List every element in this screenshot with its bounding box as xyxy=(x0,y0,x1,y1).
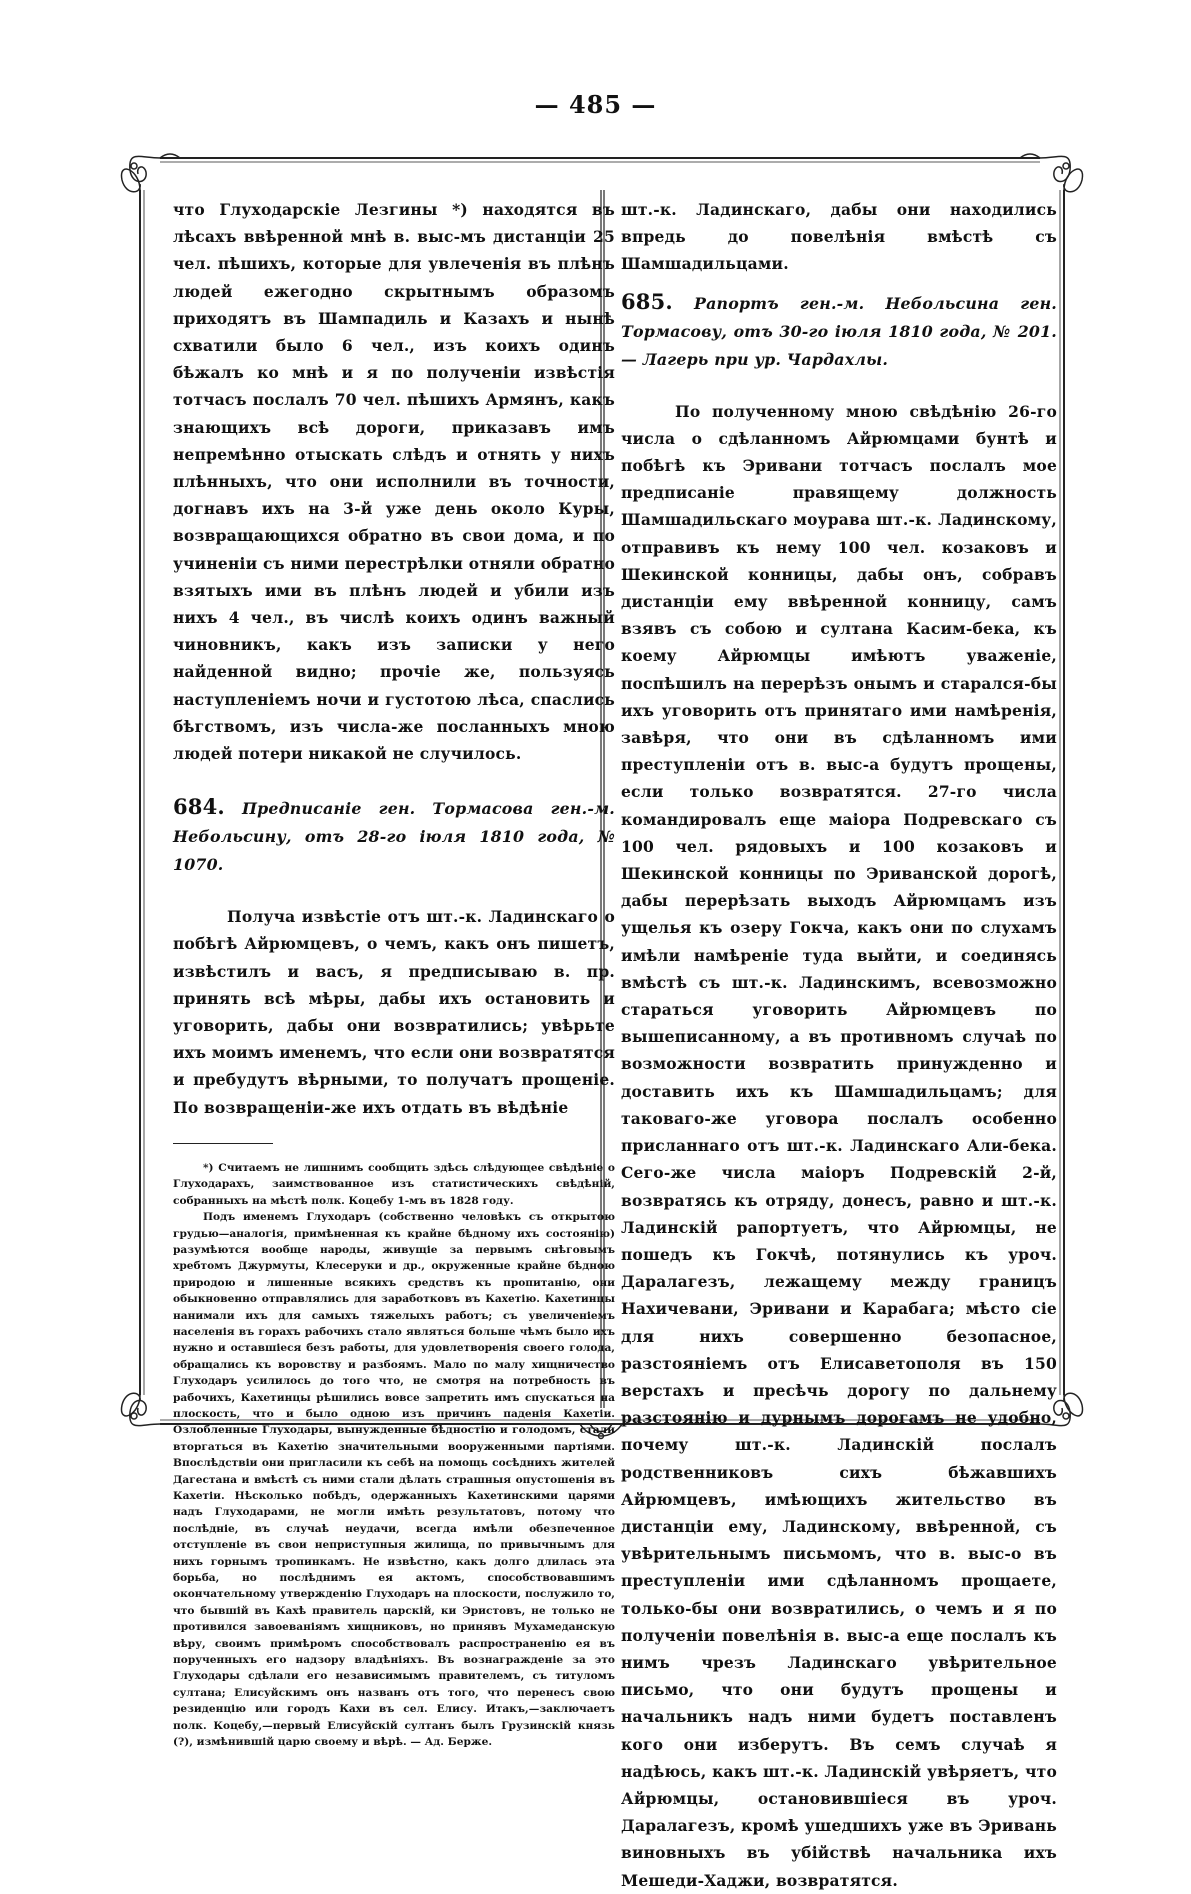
right-column xyxy=(621,196,1057,1894)
left-column xyxy=(173,196,615,1751)
corner-ornament-top-right xyxy=(1020,154,1082,192)
section-685-number: 685. xyxy=(621,288,673,314)
section-685-heading xyxy=(621,288,1057,374)
corner-ornament-top-left xyxy=(122,154,180,192)
section-684-body: Получа извѣстіе отъ шт.-к. Ладинскаго о побѣгѣ Айрюмцевъ, о чемъ, какъ онъ пишетъ, извѣстилъ и васъ, я предписываю в. пр. принять всѣ мѣры, дабы ихъ остановить и уговорить, дабы они возвратились; увѣрьте ихъ моимъ именемъ, что если они возвратятся и пребудутъ вѣрными, то получатъ прощеніе. По возвращеніи-же ихъ отдать въ вѣдѣніе xyxy=(173,907,615,1117)
section-684-title: Предписаніе ген. Тормасова ген.-м. Небольсину, отъ 28-го іюля 1810 года, № 1070. xyxy=(173,799,615,875)
left-continued-text: что Глуходарскіе Лезгины *) находятся въ лѣсахъ ввѣренной мнѣ в. выс-мъ дистанціи 25 чел. пѣшихъ, которые для увлеченія въ плѣнъ людей ежегодно скрытнымъ образомъ приходятъ въ Шампадиль и Казахъ и нынѣ схватили было 6 чел., изъ коихъ одинъ бѣжалъ ко мнѣ и я по полученіи извѣстія тотчасъ послалъ 70 чел. пѣшихъ Армянъ, какъ знающихъ всѣ дороги, приказавъ имъ непремѣнно отыскать слѣдъ и отнять у нихъ плѣнныхъ, что они исполнили въ точности, догнавъ ихъ на 3-й уже день около Куры, возвращающихся обратно въ свои дома, и по учиненіи съ ними перестрѣлки отняли обратно взятыхъ ими въ плѣнъ людей и убили изъ нихъ 4 чел., въ числѣ коихъ одинъ важный чиновникъ, какъ изъ записки у него найденной видно; прочіе же, пользуясь наступленіемъ ночи и густотою лѣса, спаслись бѣгствомъ, изъ числа-же посланныхъ мною людей потери никакой не случилось. xyxy=(173,200,615,764)
section-685-body: По полученному мною свѣдѣнію 26-го числа о сдѣланномъ Айрюмцами бунтѣ и побѣгѣ къ Эривани тотчасъ послалъ мое предписаніе правящему должность Шамшадильскаго моурава шт.-к. Ладинскому, отправивъ къ нему 100 чел. козаковъ и Шекинской конницы, дабы онъ, собравъ дистанціи ему ввѣренной конницу, самъ взявъ съ собою и султана Касим-бека, къ коему Айрюмцы имѣютъ уваженіе, поспѣшилъ на перерѣзъ онымъ и старался-бы ихъ уговорить отъ принятаго ими намѣренія, завѣря, что они въ сдѣланномъ ими преступленіи отъ в. выс-а будутъ прощены, если только возвратятся. 27-го числа командировалъ еще маіора Подревскаго съ 100 чел. рядовыхъ и 100 козаковъ и Шекинской конницы по Эриванской дорогѣ, дабы перерѣзать выходъ Айрюмцамъ изъ ущелья къ озеру Гокча, какъ они по слухамъ имѣли намѣреніе туда выйти, и соединясь вмѣстѣ съ шт.-к. Ладинскимъ, всевозможно стараться уговорить Айрюмцевъ по вышеписанному, а въ противномъ случаѣ по возможности возвратить принужденно и доставить ихъ къ Шамшадильцамъ; для таковаго-же уговора послалъ особенно присланнаго отъ шт.-к. Ладинскаго Али-бека. Сего-же числа маіоръ Подревскій 2-й, возвратясь къ отряду, донесъ, равно и шт.-к. Ладинскій рапортуетъ, что Айрюмцы, не пошедъ къ Гокчѣ, потянулись къ уроч. Даралагезъ, лежащему между границъ Нахичевани, Эривани и Карабага; мѣсто сіе для нихъ совершенно безопасное, разстояніемъ отъ Елисаветополя въ 150 верстахъ и пресѣчь дорогу по дальнему разстоянію и дурнымъ дорогамъ не удобно, почему шт.-к. Ладинскій послалъ родственниковъ сихъ бѣжавшихъ Айрюмцевъ, имѣющихъ жительство въ дистанціи ему, Ладинскому, ввѣренной, съ увѣрительнымъ письмомъ, что в. выс-о въ преступленіи ими сдѣланномъ прощаете, только-бы они возвратились, о чемъ и я по полученіи повелѣнія в. выс-а еще послалъ къ нимъ чрезъ Ладинскаго увѣрительное письмо, что они будутъ прощены и начальникъ надъ ними будетъ поставленъ кого они изберутъ. Въ семъ случаѣ я надѣюсь, какъ шт.-к. Ладинскій увѣряетъ, что Айрюмцы, остановившіеся въ уроч. Даралагезъ, кромѣ ушедшихъ уже въ Эривань виновныхъ въ убійствѣ начальника ихъ Мешеди-Хаджи, возвратятся. xyxy=(621,401,1057,1890)
section-684-heading xyxy=(173,793,615,879)
footnote-separator xyxy=(173,1143,273,1144)
footnote xyxy=(173,1160,615,1751)
section-684-number: 684. xyxy=(173,794,225,820)
corner-ornament-bottom-left xyxy=(122,1393,160,1425)
footnote-paragraph-2: Подъ именемъ Глуходаръ (собственно человѣкъ съ открытою грудью—аналогія, примѣненная къ крайне бѣдному ихъ состоянію) разумѣются вообще народы, живущіе за первымъ снѣговымъ хребтомъ Джурмуты, Клесеруки и др., окруженные крайне бѣдною природою и лишенные всякихъ средствъ къ пропитанію, они обыкновенно отправлялись для заработковъ въ Кахетію. Кахетинцы нанимали ихъ для самыхъ тяжелыхъ работъ; съ увеличеніемъ населенія въ горахъ рабочихъ стало являться больше чѣмъ было ихъ нужно и оставшіеся безъ работы, для удовлетворенія своего голода, обращались къ воровству и разбоямъ. Мало по малу хищничество Глуходаръ усилилось до того что, не смотря на потребность въ рабочихъ, Кахетинцы рѣшились вовсе запретить имъ спускаться на плоскость, что и было одною изъ причинъ паденія Кахетіи. Озлобленные Глуходары, вынужденные бѣдностію и голодомъ, стали вторгаться въ Кахетію значительными вооруженными партіями. Впослѣдствіи они пригласили къ себѣ на помощь сосѣднихъ жителей Дагестана и вмѣстѣ съ ними стали дѣлать страшныя опустошенія въ Кахетіи. Нѣсколько побѣдъ, одержанныхъ Кахетинскими царями надъ Глуходарами, не могли имѣть результатовъ, потому что послѣдніе, въ случаѣ неудачи, всегда имѣли обезпеченное отступленіе въ свои неприступныя жилища, по привычнымъ для нихъ горнымъ тропинкамъ. Не извѣстно, какъ долго длилась эта борьба, но послѣднимъ ея актомъ, способствовавшимъ окончательному утвержденію Глуходаръ на плоскости, послужило то, что бывшій въ Кахѣ правитель царскій, ки Эристовъ, не только не противился завоеваніямъ хищниковъ, но принявъ Мухамеданскую вѣру, своимъ примѣромъ способствовалъ распространенію ея въ порученныхъ его надзору владѣніяхъ. Въ вознагражденіе за это Глуходары сдѣлали его независимымъ правителемъ, съ титуломъ султана; Елисуйскимъ онъ названъ отъ того, что перенесъ свою резиденцію или городъ Кахи въ сел. Елису. Итакъ,—заключаетъ полк. Коцебу,—первый Елисуйскій султанъ былъ Грузинскій князь (?), измѣнившій царю своему и вѣрѣ. — Ад. Берже. xyxy=(173,1211,615,1749)
section-685-title: Рапортъ ген.-м. Небольсина ген. Тормасову, отъ 30-го іюля 1810 года, № 201. — Лагерь при ур. Чардахлы. xyxy=(621,293,1057,369)
footnote-paragraph-1: *) Считаемъ не лишнимъ сообщить здѣсь слѣдующее свѣдѣніе о Глуходарахъ, заимствованное изъ статистическихъ свѣдѣній, собранныхъ на мѣстѣ полк. Коцебу 1-мъ въ 1828 году. xyxy=(173,1161,615,1207)
right-continued-text: шт.-к. Ладинскаго, дабы они находились впредь до повелѣнія вмѣстѣ съ Шамшадильцами. xyxy=(621,200,1057,274)
page-number: — 485 — xyxy=(534,90,657,119)
